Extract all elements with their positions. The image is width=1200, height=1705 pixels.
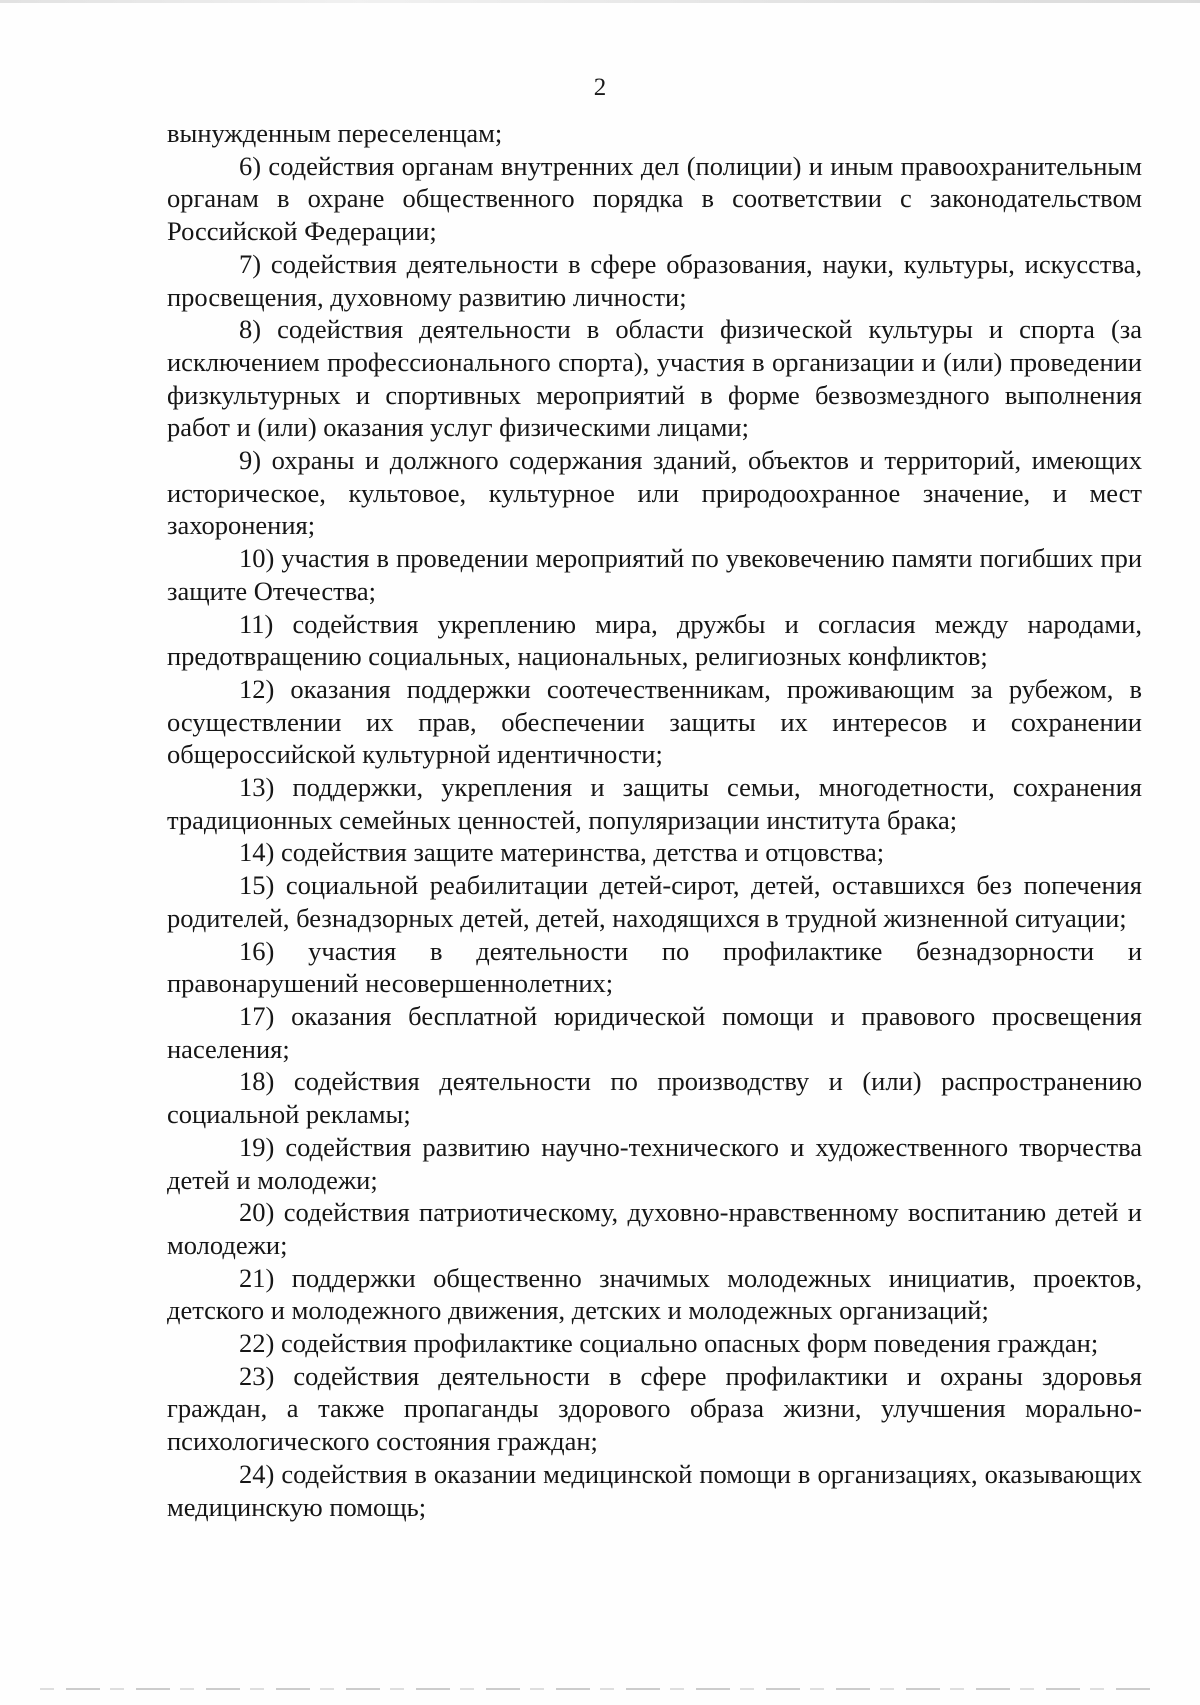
scan-edge-bottom [40, 1688, 1160, 1690]
paragraph-item-20: 20) содействия патриотическому, духовно-нравственному воспитанию детей и молодежи; [167, 1197, 1142, 1260]
paragraph-item-16: 16) участия в деятельности по профилактике безнадзорности и правонарушений несовершеннолетних; [167, 935, 1142, 999]
paragraph-item-8: 8) содействия деятельности в области физической культуры и спорта (за исключением профессионального спорта), участия в организации и (или) проведении физкультурных и спортивных мероприятий в форме безвозмездного выполнения работ и (или) оказания услуг физическими лицами; [167, 314, 1142, 443]
paragraph-item-17: 17) оказания бесплатной юридической помощи и правового просвещения населения; [167, 1000, 1142, 1064]
paragraph-item-9: 9) охраны и должного содержания зданий, объектов и территорий, имеющих историческое, культовое, культурное или природоохранное значение, и мест захоронения; [167, 445, 1142, 541]
paragraph-item-21: 21) поддержки общественно значимых молодежных инициатив, проектов, детского и молодежного движения, детских и молодежных организаций; [167, 1262, 1142, 1326]
scan-edge-top [0, 0, 1200, 3]
paragraph-item-7: 7) содействия деятельности в сфере образования, науки, культуры, искусства, просвещения, духовному развитию личности; [167, 248, 1142, 312]
paragraph-item-11: 11) содействия укреплению мира, дружбы и согласия между народами, предотвращению социальных, национальных, религиозных конфликтов; [167, 608, 1142, 672]
paragraph-item-23: 23) содействия деятельности в сфере профилактики и охраны здоровья граждан, а также пропаганды здорового образа жизни, улучшения морально-психологического состояния граждан; [167, 1360, 1142, 1457]
page-number: 2 [593, 74, 607, 101]
document-body [167, 117, 1142, 1523]
paragraph-item-19: 19) содействия развитию научно-технического и художественного творчества детей и молодежи; [167, 1131, 1142, 1195]
paragraph-continuation: вынужденным переселенцам; [167, 118, 503, 148]
paragraph-item-15: 15) социальной реабилитации детей-сирот, детей, оставшихся без попечения родителей, безнадзорных детей, детей, находящихся в трудной жизненной ситуации; [167, 870, 1142, 933]
paragraph-item-10: 10) участия в проведении мероприятий по увековечению памяти погибших при защите Отечества; [167, 543, 1142, 606]
paragraph-item-6: 6) содействия органам внутренних дел (полиции) и иным правоохранительным органам в охране общественного порядка в соответствии с законодательством Российской Федерации; [167, 150, 1142, 247]
paragraph-item-12: 12) оказания поддержки соотечественникам, проживающим за рубежом, в осуществлении их прав, обеспечении защиты их интересов и сохранении общероссийской культурной идентичности; [167, 673, 1142, 770]
paragraph-item-13: 13) поддержки, укрепления и защиты семьи, многодетности, сохранения традиционных семейных ценностей, популяризации института брака; [167, 772, 1142, 835]
paragraph-item-22: 22) содействия профилактике социально опасных форм поведения граждан; [239, 1328, 1099, 1359]
paragraph-item-24: 24) содействия в оказании медицинской помощи в организациях, оказывающих медицинскую помощь; [167, 1458, 1142, 1522]
paragraph-item-14: 14) содействия защите материнства, детства и отцовства; [239, 837, 885, 868]
paragraph-item-18: 18) содействия деятельности по производству и (или) распространению социальной рекламы; [167, 1066, 1142, 1130]
